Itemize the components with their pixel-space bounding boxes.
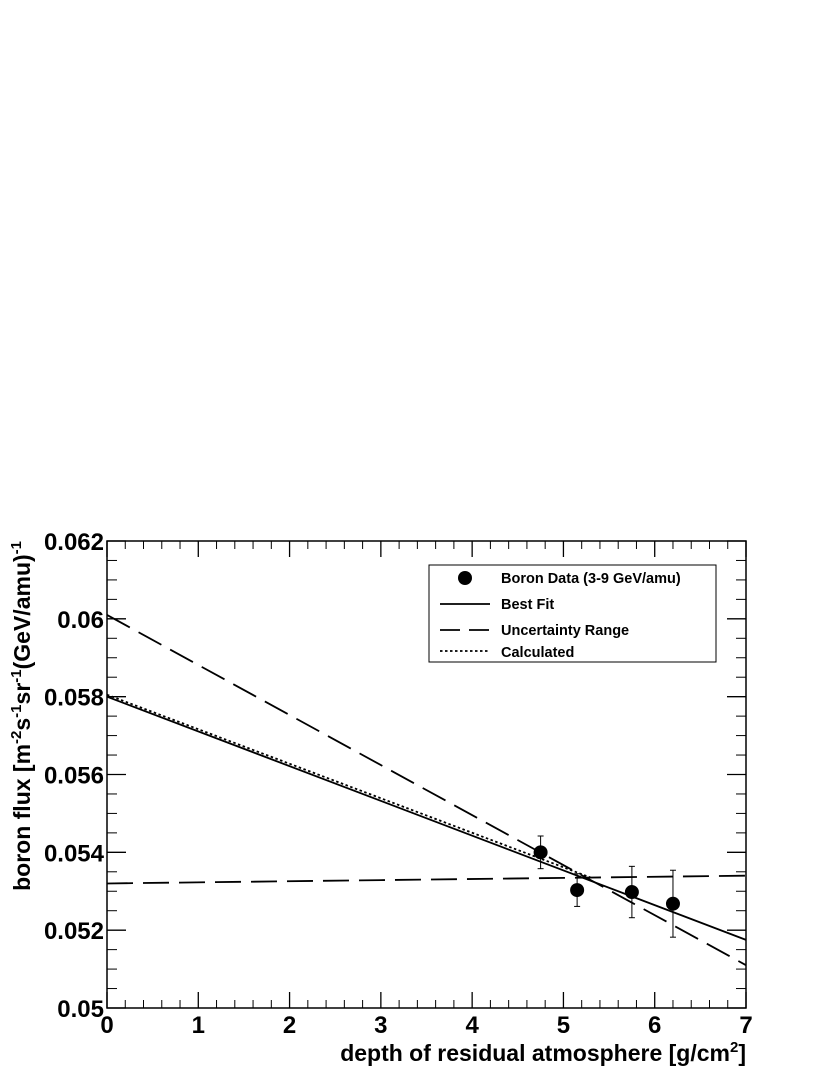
y-axis-title-sup-2: -1 bbox=[8, 704, 25, 718]
y-axis-title bbox=[8, 541, 35, 891]
legend-marker-boron-data bbox=[458, 571, 472, 585]
legend-label-uncertainty-range: Uncertainty Range bbox=[501, 623, 630, 639]
x-axis-title-end: ] bbox=[738, 1040, 746, 1066]
data-point bbox=[570, 883, 584, 897]
x-tick-label: 3 bbox=[374, 1012, 388, 1039]
x-tick-label: 5 bbox=[556, 1012, 571, 1039]
data-point bbox=[666, 897, 680, 911]
y-tick-label: 0.058 bbox=[43, 684, 104, 712]
x-tick-label: 0 bbox=[100, 1012, 114, 1039]
y-tick-label: 0.054 bbox=[43, 840, 104, 868]
uncertainty-range-line-2 bbox=[107, 876, 746, 884]
y-axis-title-sup-4: -1 bbox=[8, 541, 25, 555]
series-layer bbox=[107, 615, 746, 965]
calculated-line bbox=[107, 695, 591, 878]
data-point bbox=[625, 885, 639, 899]
x-tick-label: 2 bbox=[282, 1012, 297, 1039]
y-tick-label: 0.052 bbox=[43, 918, 104, 946]
x-tick-label: 7 bbox=[739, 1012, 753, 1039]
y-axis-title-sup-1: -2 bbox=[8, 730, 25, 744]
legend-label-boron-data: Boron Data (3-9 GeV/amu) bbox=[501, 571, 681, 587]
x-tick-label: 1 bbox=[191, 1012, 205, 1039]
legend-label-calculated: Calculated bbox=[501, 645, 575, 661]
y-tick-label: 0.05 bbox=[57, 996, 104, 1023]
x-axis-title-main: depth of residual atmosphere [g/cm bbox=[340, 1040, 730, 1066]
legend bbox=[429, 565, 716, 662]
legend-label-best-fit: Best Fit bbox=[501, 597, 555, 613]
y-tick-label: 0.062 bbox=[43, 529, 104, 556]
x-axis-title-superscript: 2 bbox=[729, 1039, 739, 1056]
y-axis-title-s: s bbox=[9, 717, 35, 731]
x-tick-label: 4 bbox=[465, 1012, 479, 1039]
x-axis-title bbox=[340, 1039, 746, 1066]
best-fit-line bbox=[107, 697, 746, 940]
data-point bbox=[534, 845, 548, 859]
y-tick-label: 0.056 bbox=[43, 762, 104, 790]
y-axis-title-main: boron flux [m bbox=[9, 743, 35, 891]
y-axis-title-sr: sr bbox=[9, 682, 35, 705]
y-axis-title-units: (GeV/amu) bbox=[9, 554, 35, 670]
uncertainty-range-line-1 bbox=[107, 615, 746, 965]
y-axis-title-sup-3: -1 bbox=[8, 669, 25, 683]
y-tick-label: 0.06 bbox=[57, 606, 104, 634]
x-tick-label: 6 bbox=[648, 1012, 662, 1039]
